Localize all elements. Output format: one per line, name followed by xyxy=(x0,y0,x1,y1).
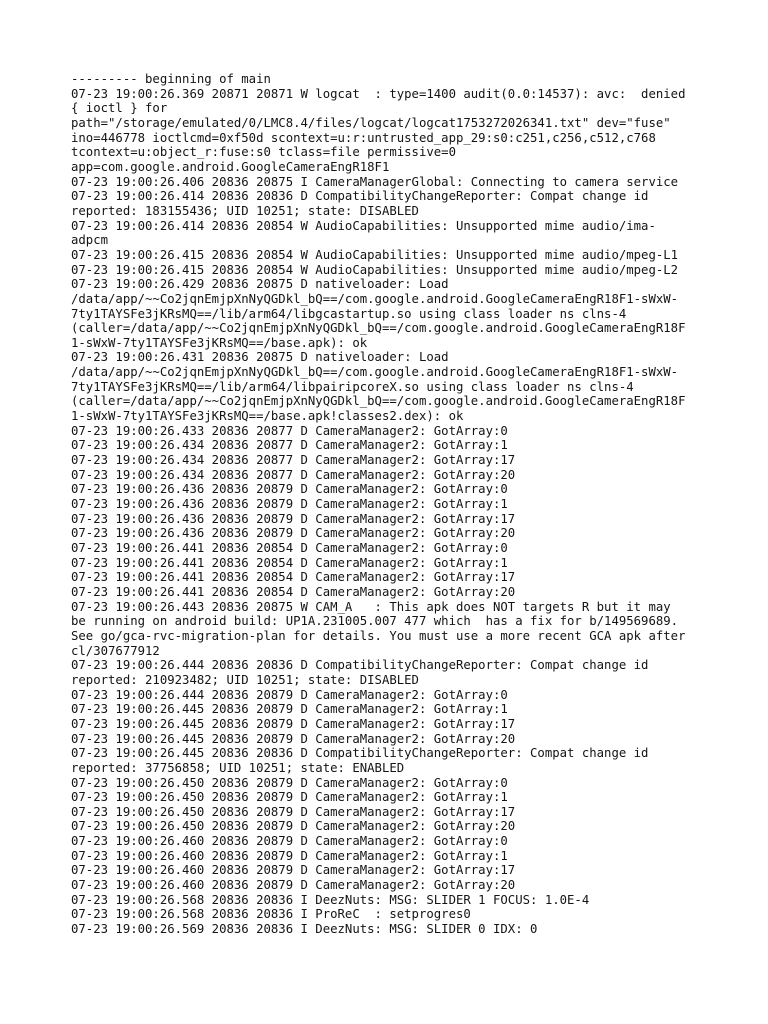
log-line: 07-23 19:00:26.443 20836 20875 W CAM_A : This apk does NOT targets R but it may xyxy=(71,599,671,614)
log-line: 07-23 19:00:26.444 20836 20879 D CameraManager2: GotArray:0 xyxy=(71,687,508,702)
log-line: 07-23 19:00:26.436 20836 20879 D CameraManager2: GotArray:0 xyxy=(71,482,508,497)
log-line: 07-23 19:00:26.445 20836 20879 D CameraManager2: GotArray:1 xyxy=(71,702,508,717)
log-line: 07-23 19:00:26.436 20836 20879 D CameraManager2: GotArray:17 xyxy=(71,511,516,526)
log-line: 07-23 19:00:26.436 20836 20879 D CameraManager2: GotArray:20 xyxy=(71,526,516,541)
log-line: 7ty1TAYSFe3jKRsMQ==/lib/arm64/libgcastartup.so using class loader ns clns-4 xyxy=(71,306,627,321)
log-line: 7ty1TAYSFe3jKRsMQ==/lib/arm64/libpairipcoreX.so using class loader ns clns-4 xyxy=(71,379,634,394)
log-line: reported: 210923482; UID 10251; state: DISABLED xyxy=(71,672,419,687)
log-line: See go/gca-rvc-migration-plan for details. You must use a more recent GCA apk after xyxy=(71,628,686,643)
log-line: reported: 183155436; UID 10251; state: DISABLED xyxy=(71,203,419,218)
log-line: 07-23 19:00:26.369 20871 20871 W logcat : type=1400 audit(0.0:14537): avc: denied xyxy=(71,86,686,101)
log-line: 07-23 19:00:26.414 20836 20854 W AudioCapabilities: Unsupported mime audio/ima- xyxy=(71,218,656,233)
log-line: 07-23 19:00:26.460 20836 20879 D CameraManager2: GotArray:20 xyxy=(71,878,516,893)
log-line: 07-23 19:00:26.434 20836 20877 D CameraManager2: GotArray:1 xyxy=(71,438,508,453)
log-line: 1-sWxW-7ty1TAYSFe3jKRsMQ==/base.apk!classes2.dex): ok xyxy=(71,409,464,424)
log-line: 07-23 19:00:26.415 20836 20854 W AudioCapabilities: Unsupported mime audio/mpeg-L1 xyxy=(71,247,679,262)
log-line: 07-23 19:00:26.433 20836 20877 D CameraManager2: GotArray:0 xyxy=(71,423,508,438)
log-line: 07-23 19:00:26.460 20836 20879 D CameraManager2: GotArray:0 xyxy=(71,834,508,849)
log-line: 07-23 19:00:26.450 20836 20879 D CameraManager2: GotArray:1 xyxy=(71,790,508,805)
log-line: 07-23 19:00:26.445 20836 20879 D CameraManager2: GotArray:17 xyxy=(71,716,516,731)
log-line: 07-23 19:00:26.406 20836 20875 I CameraManagerGlobal: Connecting to camera service xyxy=(71,174,679,189)
log-line: 07-23 19:00:26.444 20836 20836 D CompatibilityChangeReporter: Compat change id xyxy=(71,658,649,673)
log-line: 07-23 19:00:26.441 20836 20854 D CameraManager2: GotArray:1 xyxy=(71,555,508,570)
logcat-text xyxy=(71,72,711,937)
log-line: 07-23 19:00:26.450 20836 20879 D CameraManager2: GotArray:20 xyxy=(71,819,516,834)
log-line: 07-23 19:00:26.414 20836 20836 D CompatibilityChangeReporter: Compat change id xyxy=(71,189,649,204)
log-line: 07-23 19:00:26.445 20836 20879 D CameraManager2: GotArray:20 xyxy=(71,731,516,746)
log-line: /data/app/~~Co2jqnEmjpXnNyQGDkl_bQ==/com.google.android.GoogleCameraEngR18F1-sWxW- xyxy=(71,365,679,380)
log-line: tcontext=u:object_r:fuse:s0 tclass=file permissive=0 xyxy=(71,145,456,160)
log-line: --------- beginning of main xyxy=(71,72,271,86)
log-line: 07-23 19:00:26.415 20836 20854 W AudioCapabilities: Unsupported mime audio/mpeg-L2 xyxy=(71,262,679,277)
log-line: /data/app/~~Co2jqnEmjpXnNyQGDkl_bQ==/com.google.android.GoogleCameraEngR18F1-sWxW- xyxy=(71,291,679,306)
log-line: 07-23 19:00:26.450 20836 20879 D CameraManager2: GotArray:17 xyxy=(71,804,516,819)
log-line: cl/307677912 xyxy=(71,643,160,658)
log-line: path="/storage/emulated/0/LMC8.4/files/logcat/logcat1753272026341.txt" dev="fuse" xyxy=(71,115,671,130)
log-line: 07-23 19:00:26.569 20836 20836 I DeezNuts: MSG: SLIDER 0 IDX: 0 xyxy=(71,922,538,937)
log-line: { ioctl } for xyxy=(71,101,168,116)
log-line: (caller=/data/app/~~Co2jqnEmjpXnNyQGDkl_bQ==/com.google.android.GoogleCameraEngR18F xyxy=(71,321,686,336)
log-line: 07-23 19:00:26.568 20836 20836 I DeezNuts: MSG: SLIDER 1 FOCUS: 1.0E-4 xyxy=(71,892,590,907)
log-line: be running on android build: UP1A.231005.007 477 which has a fix for b/149569689. xyxy=(71,614,679,629)
log-line: 07-23 19:00:26.441 20836 20854 D CameraManager2: GotArray:0 xyxy=(71,541,508,555)
log-line: 07-23 19:00:26.431 20836 20875 D nativeloader: Load xyxy=(71,350,449,365)
log-line: 07-23 19:00:26.568 20836 20836 I ProReC : setprogres0 xyxy=(71,907,471,922)
log-line: 07-23 19:00:26.434 20836 20877 D CameraManager2: GotArray:20 xyxy=(71,467,516,482)
log-line: 07-23 19:00:26.441 20836 20854 D CameraManager2: GotArray:20 xyxy=(71,584,516,599)
log-line: app=com.google.android.GoogleCameraEngR18F1 xyxy=(71,159,390,174)
log-line: 07-23 19:00:26.460 20836 20879 D CameraManager2: GotArray:1 xyxy=(71,848,508,863)
log-line: ino=446778 ioctlcmd=0xf50d scontext=u:r:untrusted_app_29:s0:c251,c256,c512,c768 xyxy=(71,130,656,145)
log-line: 07-23 19:00:26.450 20836 20879 D CameraManager2: GotArray:0 xyxy=(71,775,508,790)
log-line: 07-23 19:00:26.429 20836 20875 D nativeloader: Load xyxy=(71,277,449,292)
log-line: 07-23 19:00:26.436 20836 20879 D CameraManager2: GotArray:1 xyxy=(71,497,508,512)
log-line: 1-sWxW-7ty1TAYSFe3jKRsMQ==/base.apk): ok xyxy=(71,335,368,350)
log-line: 07-23 19:00:26.445 20836 20836 D CompatibilityChangeReporter: Compat change id xyxy=(71,746,649,761)
log-line: adpcm xyxy=(71,233,109,248)
log-line: 07-23 19:00:26.460 20836 20879 D CameraManager2: GotArray:17 xyxy=(71,863,516,878)
log-line: reported: 37756858; UID 10251; state: ENABLED xyxy=(71,760,405,775)
log-line: 07-23 19:00:26.434 20836 20877 D CameraManager2: GotArray:17 xyxy=(71,453,516,468)
log-line: 07-23 19:00:26.441 20836 20854 D CameraManager2: GotArray:17 xyxy=(71,570,516,585)
log-line: (caller=/data/app/~~Co2jqnEmjpXnNyQGDkl_bQ==/com.google.android.GoogleCameraEngR18F xyxy=(71,394,686,409)
